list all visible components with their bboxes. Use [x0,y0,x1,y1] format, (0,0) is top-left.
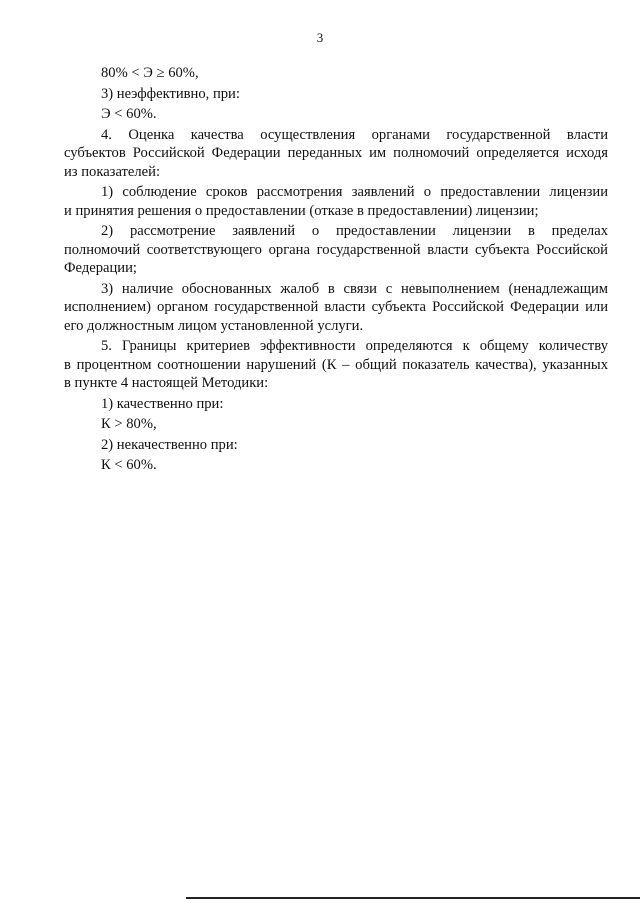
paragraph-line: из показателей: [64,163,161,180]
list-item-continuation: и принятия решения о предоставлении (отказе в предоставлении) лицензии; [64,202,539,219]
list-item: 2) рассмотрение заявлений о предоставлении лицензии в пределах [101,223,608,239]
list-item: 1) качественно при: [101,395,224,412]
formula-line: 80% < Э ≥ 60%, [101,65,199,81]
list-item: 2) некачественно при: [101,436,238,453]
list-item-continuation: полномочий соответствующего органа государственной власти субъекта Российской [64,241,608,258]
page-number: 3 [316,30,324,45]
list-item: 3) неэффективно, при: [101,85,240,102]
document-body [64,64,608,475]
paragraph-line: субъектов Российской Федерации переданных им полномочий определяется исходя [64,145,608,161]
formula-line: Э < 60%. [101,106,157,122]
list-item: 1) соблюдение сроков рассмотрения заявлений о предоставлении лицензии [101,184,608,200]
list-item-continuation: Федерации; [64,260,137,276]
scan-border-line [186,897,640,899]
list-item-continuation: исполнением) органом государственной власти субъекта Российской Федерации или [64,299,608,315]
paragraph-line: в процентном соотношении нарушений (К – общий показатель качества), указанных [64,356,608,373]
formula-line: К > 80%, [101,416,157,432]
paragraph-line: 4. Оценка качества осуществления органами государственной власти [101,126,608,143]
paragraph-line: 5. Границы критериев эффективности определяются к общему количеству [101,338,608,354]
list-item-continuation: его должностным лицом установленной услуги. [64,317,364,334]
list-item: 3) наличие обоснованных жалоб в связи с невыполнением (ненадлежащим [101,280,608,297]
paragraph-line: в пункте 4 настоящей Методики: [64,375,269,391]
formula-line: К < 60%. [101,457,157,473]
